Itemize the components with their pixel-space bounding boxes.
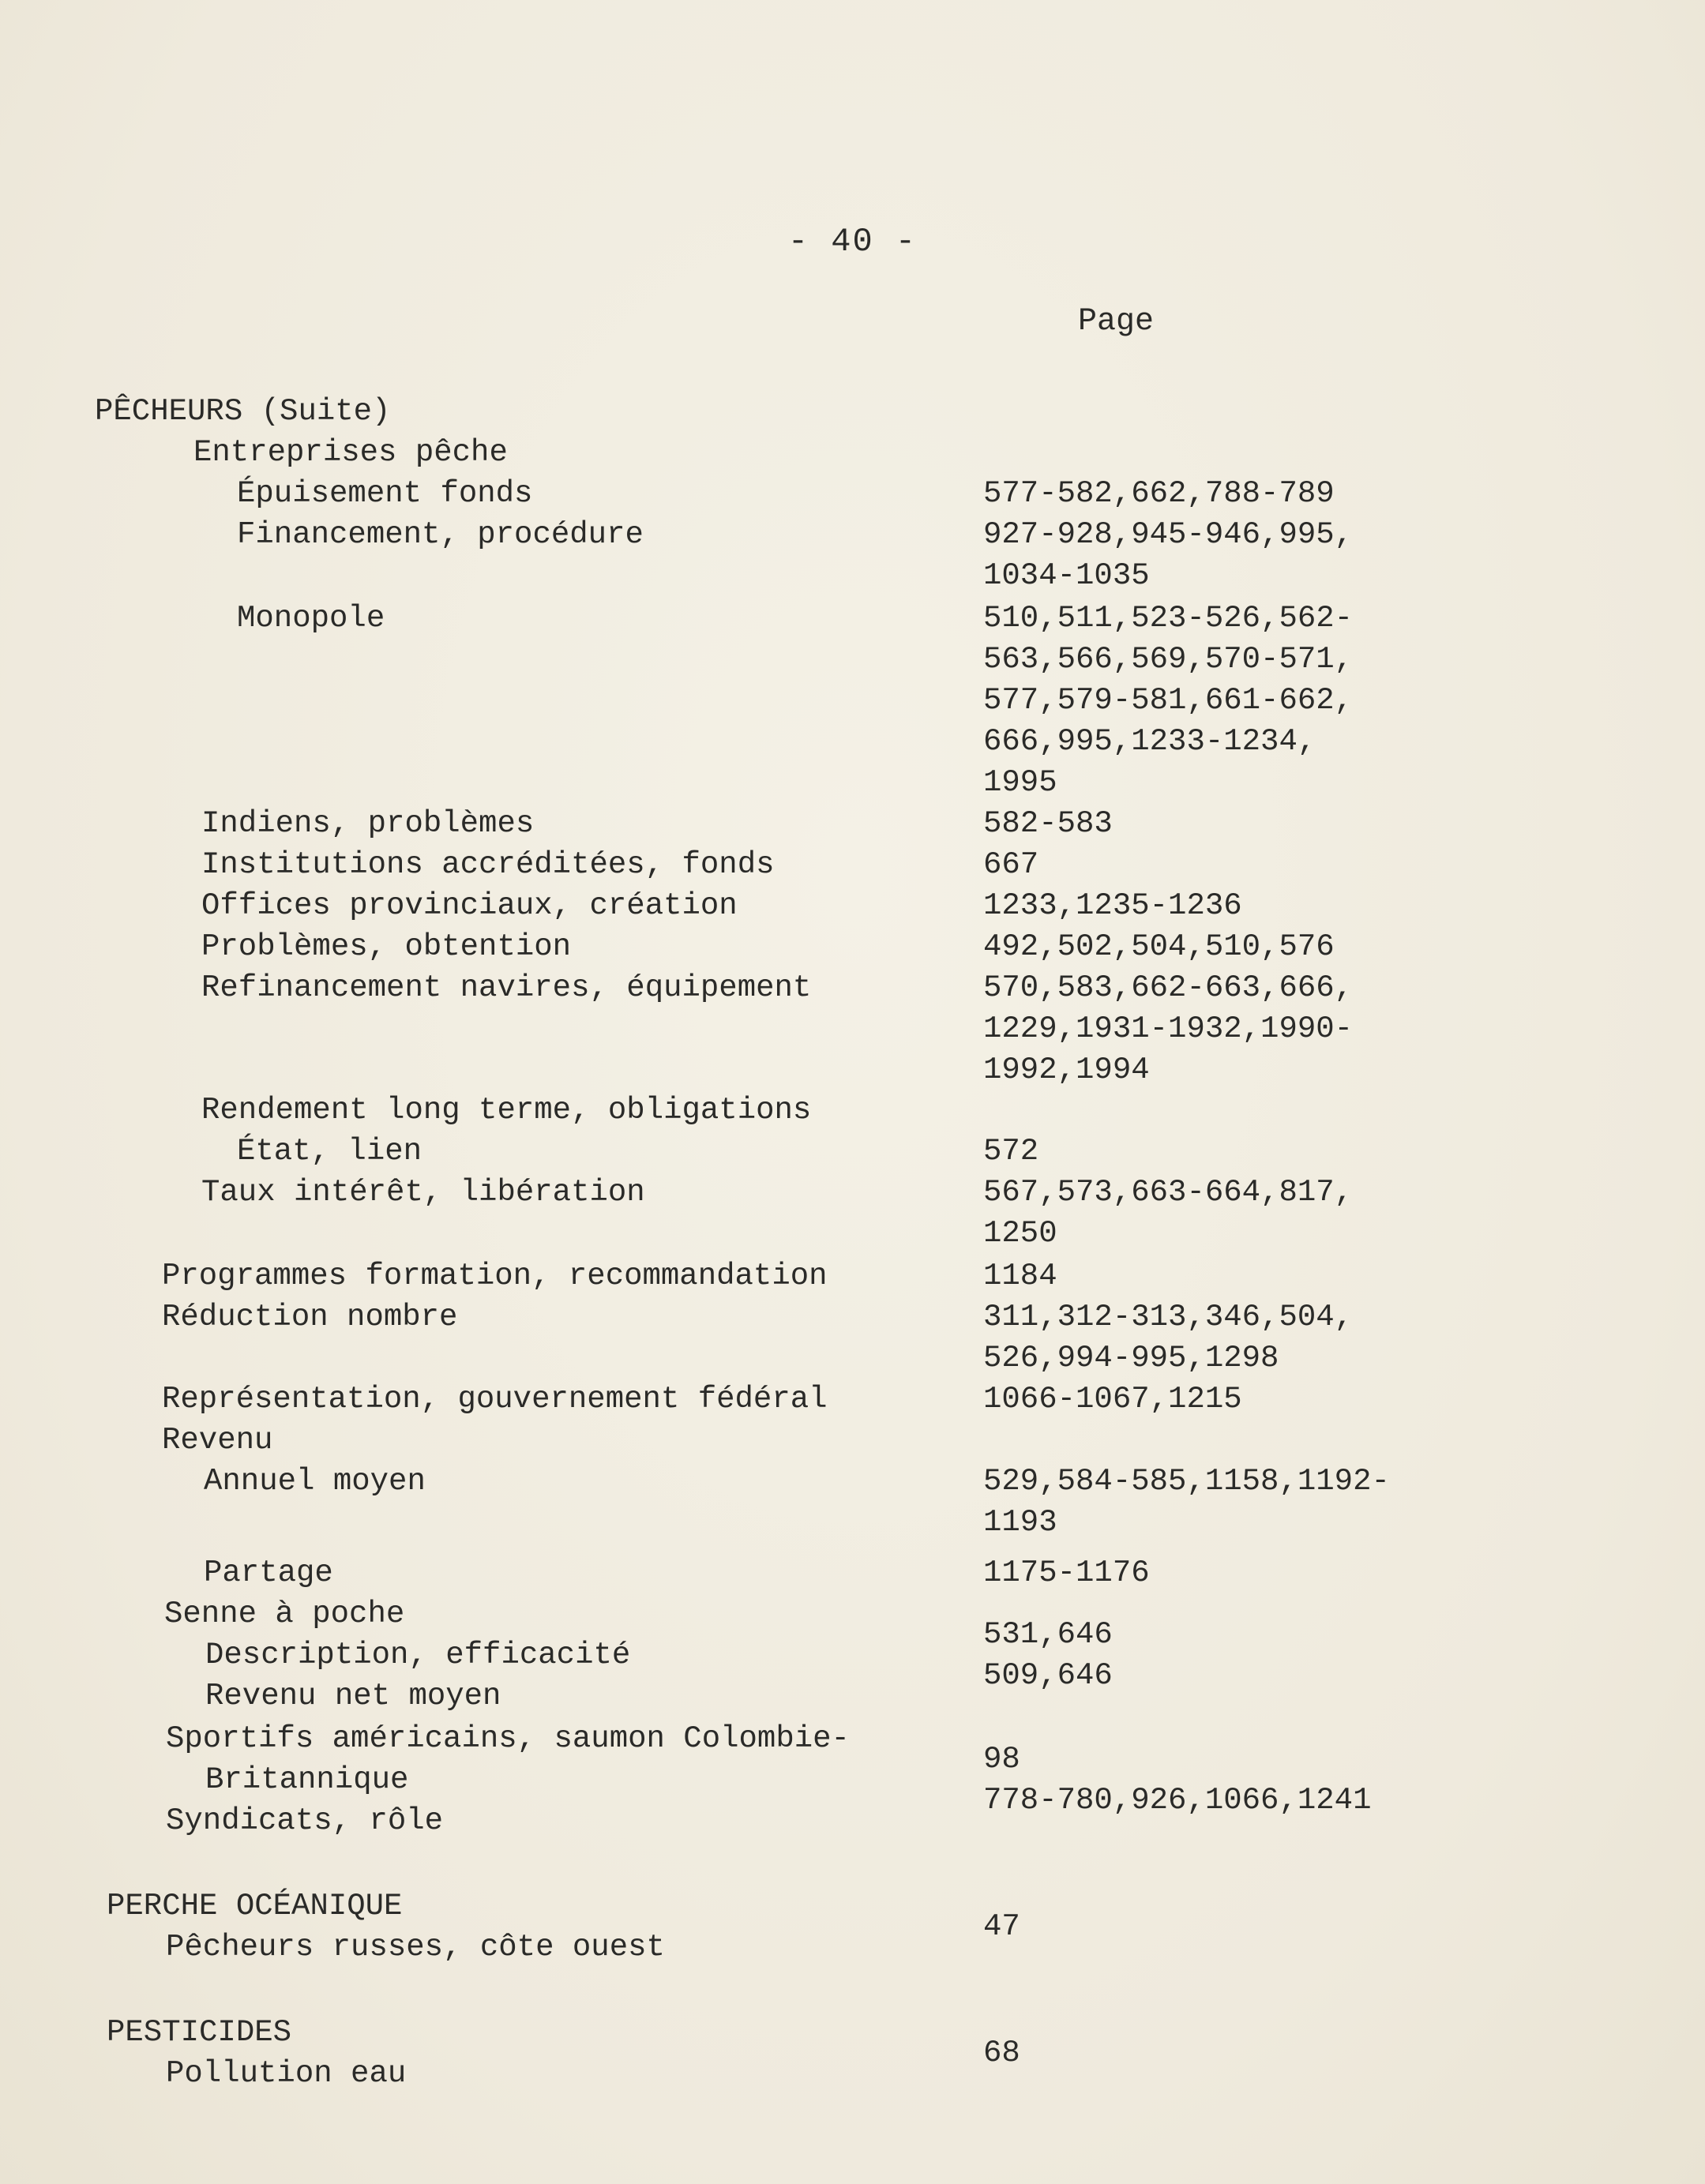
index-entry: Annuel moyen [204, 1464, 426, 1499]
index-entry: Financement, procédure [237, 517, 644, 552]
index-entry: Institutions accréditées, fonds [201, 847, 775, 882]
index-entry: Description, efficacité [205, 1638, 631, 1672]
index-entry: Partage [204, 1555, 333, 1590]
page-refs: 1233,1235-1236 [983, 888, 1242, 923]
page-refs: 1175-1176 [983, 1555, 1150, 1590]
page-refs: 582-583 [983, 806, 1113, 841]
page-refs: 311,312-313,346,504, 526,994-995,1298 [983, 1300, 1354, 1375]
page-refs: 68 [983, 2036, 1020, 2070]
page-refs: 1184 [983, 1259, 1057, 1293]
index-entry: Taux intérêt, libération [201, 1175, 645, 1210]
index-entry: Épuisement fonds [237, 476, 533, 511]
page-refs: 577-582,662,788-789 [983, 476, 1335, 511]
index-heading-perche: PERCHE OCÉANIQUE [107, 1889, 403, 1923]
index-entry: Programmes formation, recommandation [162, 1259, 828, 1293]
index-entry: Revenu net moyen [205, 1679, 501, 1713]
page-refs: 492,502,504,510,576 [983, 929, 1335, 964]
page-refs: 47 [983, 1909, 1020, 1944]
index-entry: Monopole [237, 601, 385, 636]
index-entry: Refinancement navires, équipement [201, 970, 812, 1005]
page-refs: 567,573,663-664,817, 1250 [983, 1175, 1354, 1251]
page-refs: 778-780,926,1066,1241 [983, 1783, 1372, 1818]
page-number: - 40 - [787, 223, 918, 261]
index-heading-pesticides: PESTICIDES [107, 2015, 292, 2050]
page-refs: 529,584-585,1158,1192- 1193 [983, 1464, 1390, 1540]
index-entry: Senne à poche [164, 1597, 405, 1631]
index-entry: Britannique [205, 1762, 409, 1797]
page-refs: 927-928,945-946,995, 1034-1035 [983, 517, 1354, 593]
page-refs: 509,646 [983, 1658, 1113, 1693]
page-refs: 510,511,523-526,562- 563,566,569,570-571, 577,579-581,661-662, 666,995,1233-1234, 1995 [983, 601, 1354, 800]
index-entry: Sportifs américains, saumon Colombie- [166, 1721, 850, 1756]
index-entry: Rendement long terme, obligations [201, 1093, 812, 1128]
index-entry: Entreprises pêche [193, 435, 508, 470]
index-entry: Indiens, problèmes [201, 806, 535, 841]
index-entry: Représentation, gouvernement fédéral [162, 1382, 828, 1417]
page-refs: 572 [983, 1134, 1039, 1169]
page-refs: 667 [983, 847, 1039, 882]
index-entry: Pêcheurs russes, côte ouest [166, 1930, 665, 1964]
page-refs: 531,646 [983, 1617, 1113, 1652]
page-refs: 98 [983, 1742, 1020, 1777]
index-entry: Problèmes, obtention [201, 929, 572, 964]
index-entry: État, lien [237, 1134, 422, 1169]
index-entry: Pollution eau [166, 2056, 407, 2091]
index-entry: Revenu [162, 1423, 273, 1458]
page-column-header: Page [1078, 304, 1155, 340]
page-refs: 570,583,662-663,666, 1229,1931-1932,1990- 1992,1994 [983, 970, 1354, 1087]
index-entry: Réduction nombre [162, 1300, 458, 1334]
index-entry: Offices provinciaux, création [201, 888, 738, 923]
index-heading-pecheurs: PÊCHEURS (Suite) [95, 394, 391, 429]
page-refs: 1066-1067,1215 [983, 1382, 1242, 1417]
index-entry: Syndicats, rôle [166, 1803, 444, 1838]
